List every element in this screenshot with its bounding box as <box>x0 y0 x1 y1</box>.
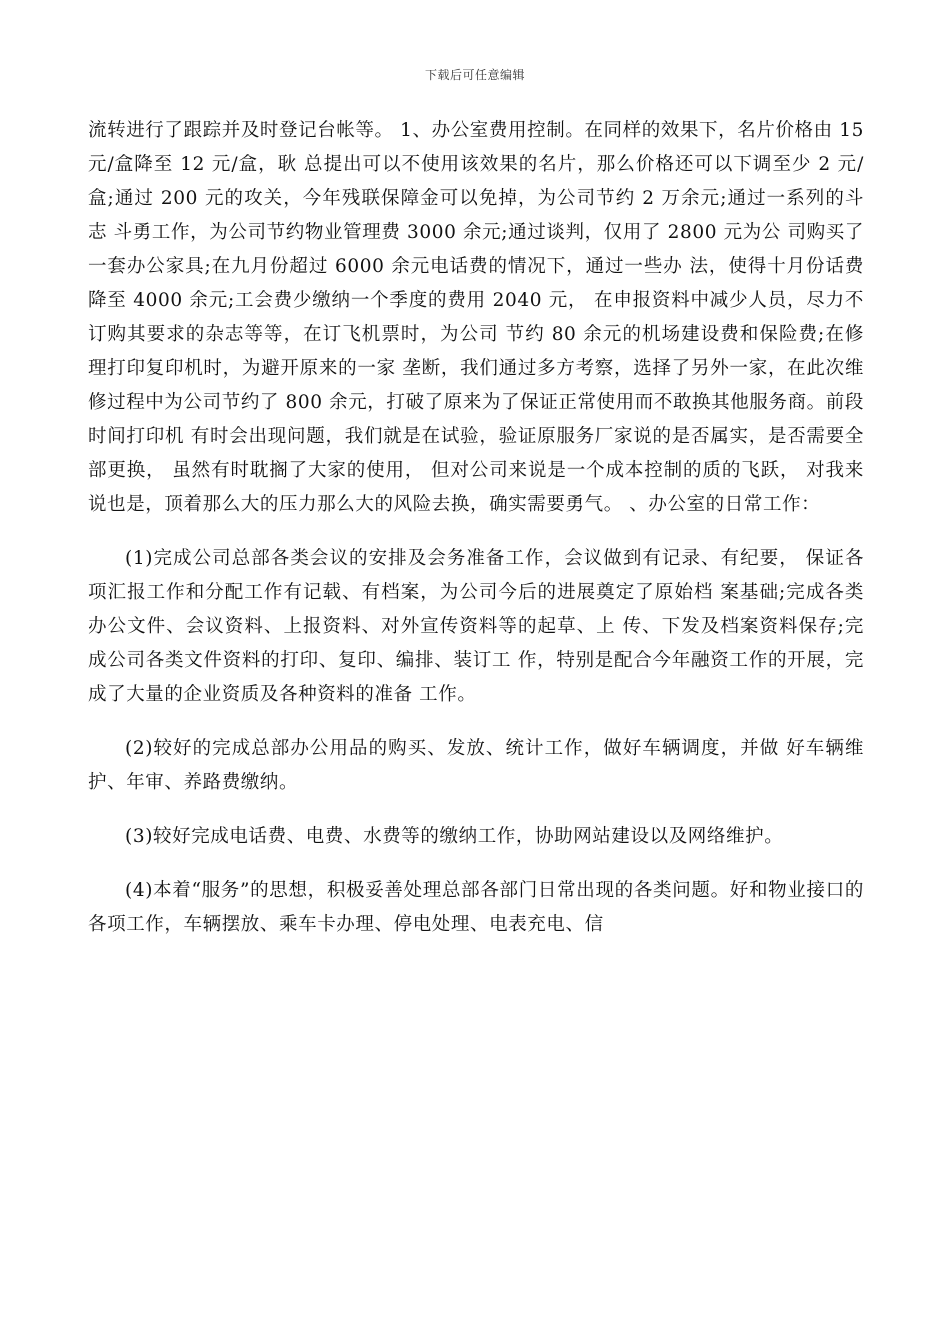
paragraph-item-4: (4)本着“服务”的思想，积极妥善处理总部各部门日常出现的各类问题。好和物业接口的各项工作，车辆摆放、乘车卡办理、停电处理、电表充电、信 <box>88 880 864 935</box>
document-body <box>88 114 864 962</box>
paragraph-item-1: (1)完成公司总部各类会议的安排及会务准备工作，会议做到有记录、有纪要， 保证各项汇报工作和分配工作有记载、有档案，为公司今后的进展奠定了原始档 案基础;完成各类办公文件、会议资料、上报资料、对外宣传资料等的起草、上 传、下发及档案资料保存;完成公司各类文件资料的打印、复印、编排、装订工 作，特别是配合今年融资工作的开展，完成了大量的企业资质及各种资料的准备 工作。 <box>88 548 864 705</box>
paragraph-item-3: (3)较好完成电话费、电费、水费等的缴纳工作，协助网站建设以及网络维护。 <box>125 826 784 847</box>
page-header: 下载后可任意编辑 <box>424 68 525 82</box>
paragraph-cost-control: 流转进行了跟踪并及时登记台帐等。 1、办公室费用控制。在同样的效果下，名片价格由 15 元/盒降至 12 元/盒，耿 总提出可以不使用该效果的名片，那么价格还可以下调至少 2 元/盒;通过 200 元的攻关，今年残联保障金可以免掉，为公司节约 2 万余元;通过一系列的斗志 斗勇工作，为公司节约物业管理费 3000 余元;通过谈判，仅用了 2800 元为公 司购买了一套办公家具;在九月份超过 6000 余元电话费的情况下，通过一些办 法，使得十月份话费降至 4000 余元;工会费少缴纳一个季度的费用 2040 元， 在申报资料中减少人员，尽力不订购其要求的杂志等等，在订飞机票时，为公司 节约 80 余元的机场建设费和保险费;在修理打印复印机时，为避开原来的一家 垄断，我们通过多方考察，选择了另外一家，在此次维修过程中为公司节约了 800 余元，打破了原来为了保证正常使用而不敢换其他服务商。前段时间打印机 有时会出现问题，我们就是在试验，验证原服务厂家说的是否属实，是否需要全 部更换， 虽然有时耽搁了大家的使用， 但对公司来说是一个成本控制的质的飞跃， 对我来说也是，顶着那么大的压力那么大的风险去换，确实需要勇气。 、办公室的日常工作： <box>88 120 864 515</box>
paragraph-item-2: (2)较好的完成总部办公用品的购买、发放、统计工作，做好车辆调度，并做 好车辆维护、年审、养路费缴纳。 <box>88 738 864 793</box>
